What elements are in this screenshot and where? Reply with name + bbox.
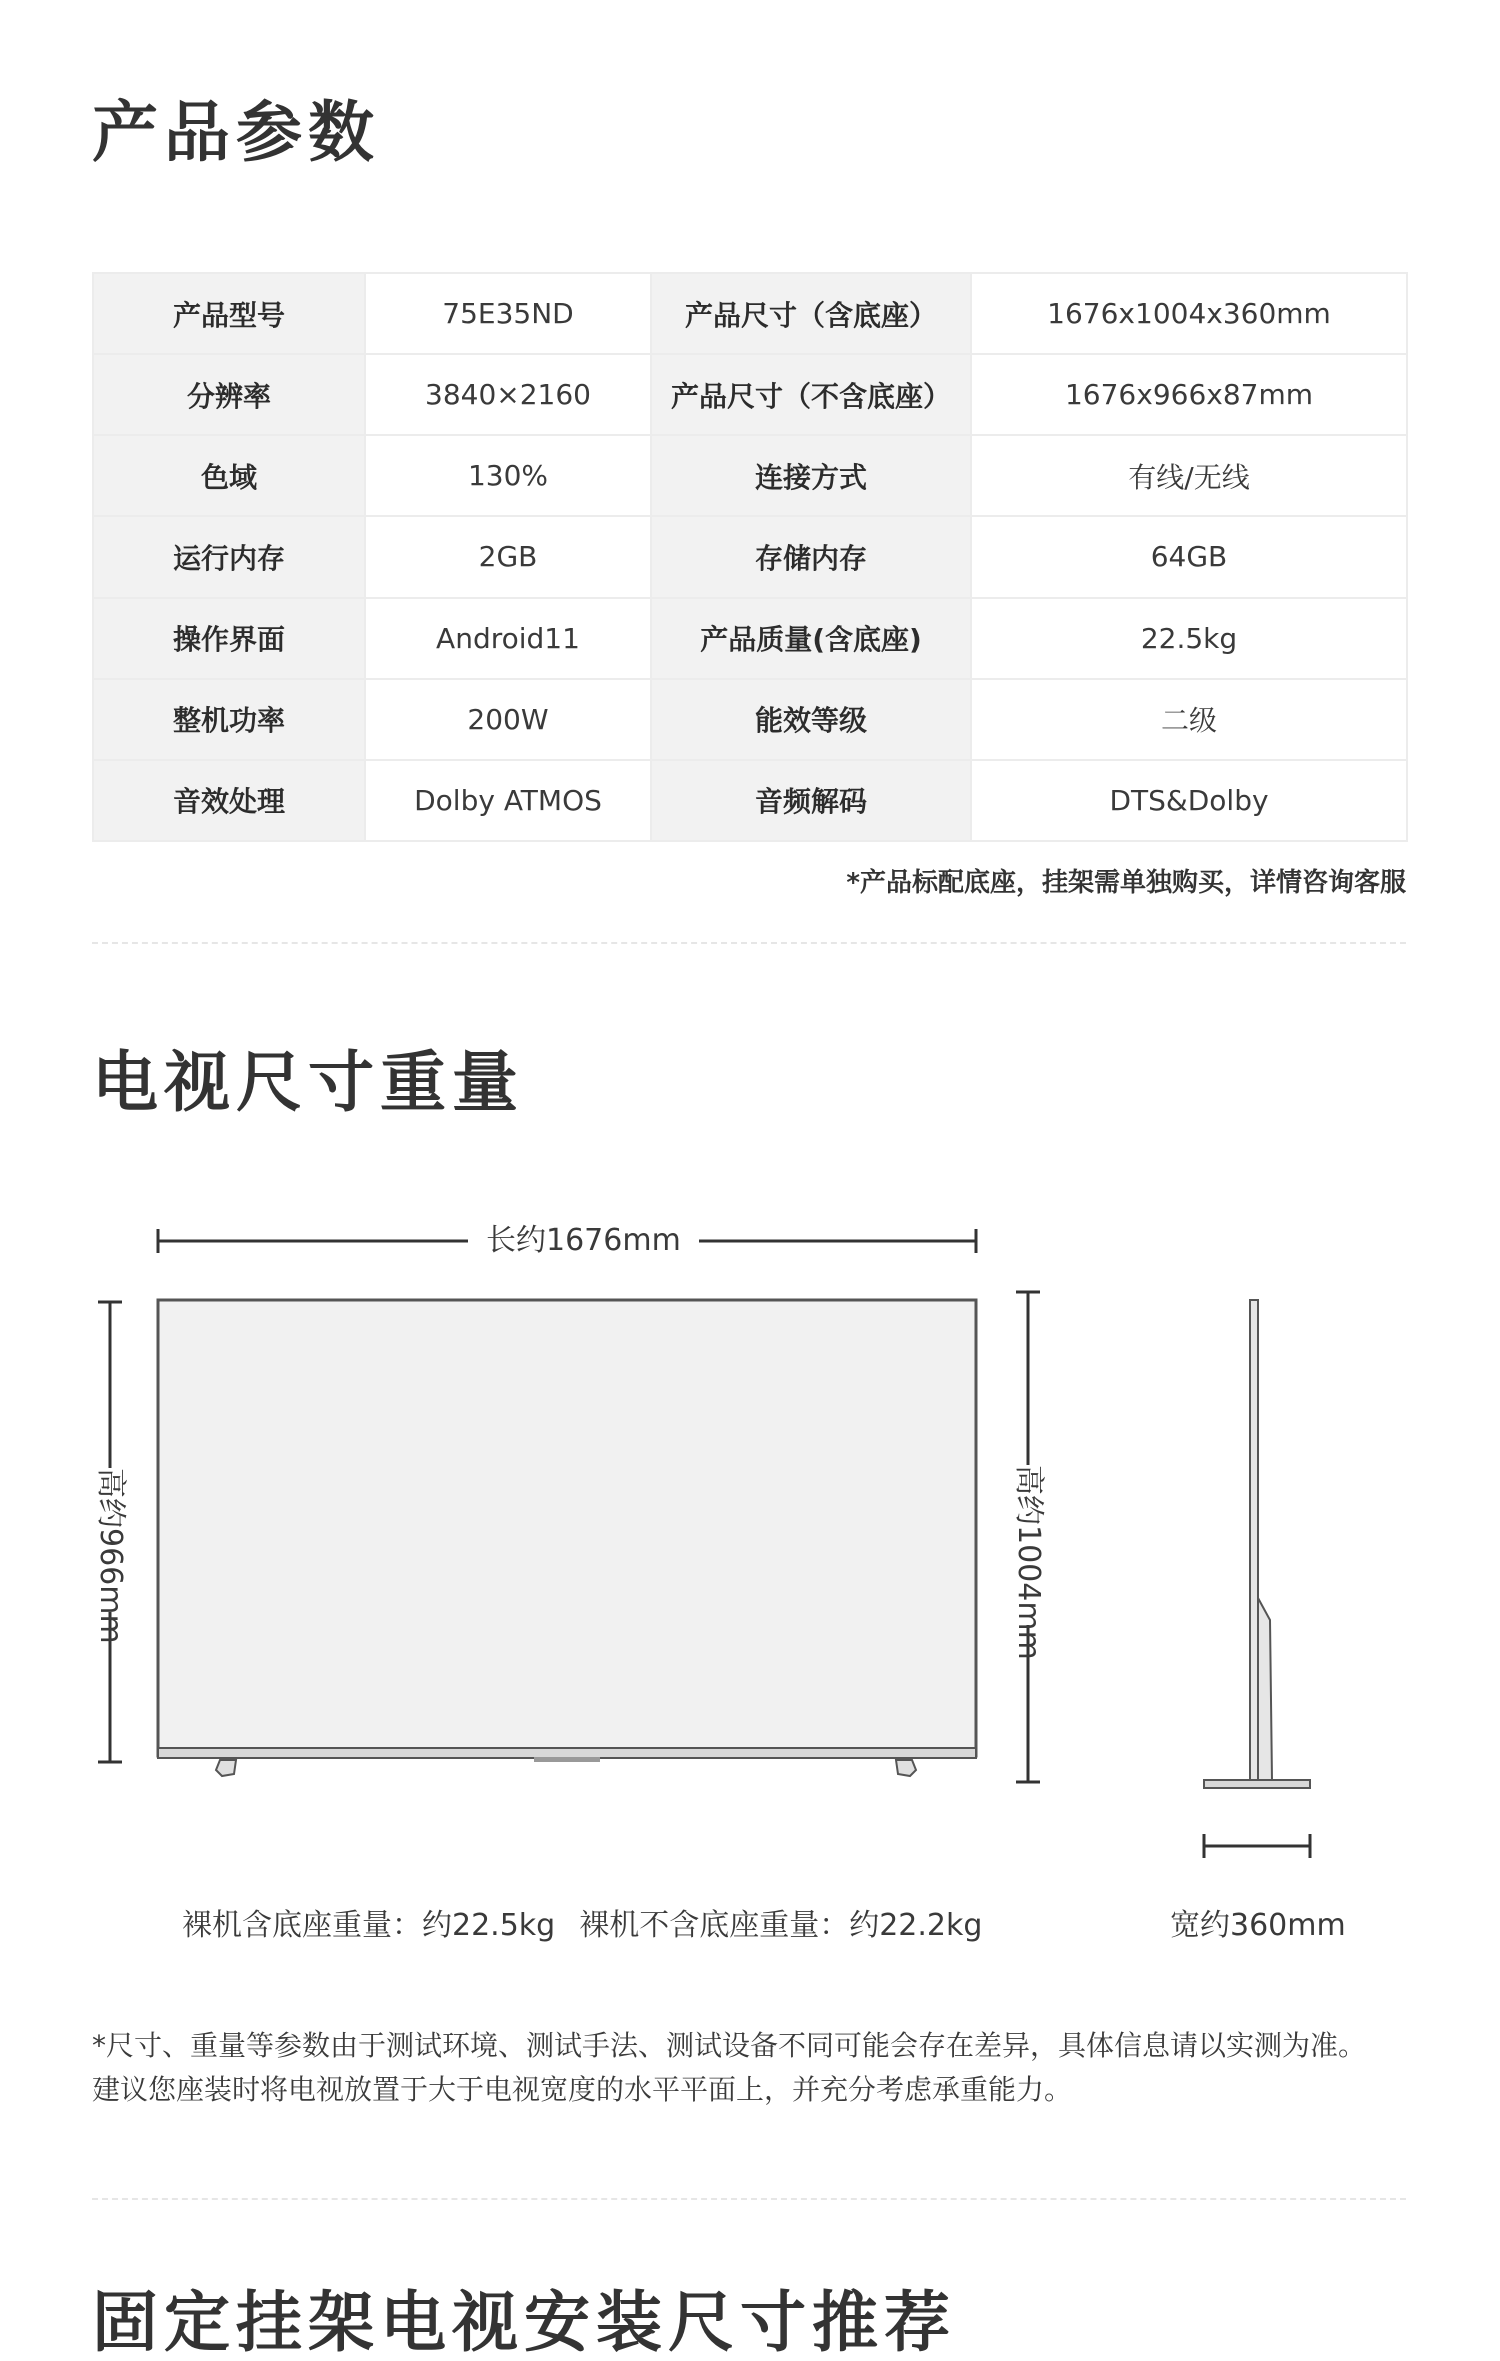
spec-label: 运行内存 bbox=[93, 516, 365, 597]
spec-label: 音频解码 bbox=[651, 760, 971, 841]
spec-value: 3840×2160 bbox=[365, 354, 651, 435]
section-title-size: 电视尺寸重量 bbox=[92, 1044, 524, 1121]
spec-value: 64GB bbox=[971, 516, 1407, 597]
stand-note: *产品标配底座，挂架需单独购买，详情咨询客服 bbox=[846, 868, 1406, 898]
spec-row bbox=[93, 435, 1407, 516]
spec-row bbox=[93, 760, 1407, 841]
spec-value: 1676x1004x360mm bbox=[971, 273, 1407, 354]
spec-value: 130% bbox=[365, 435, 651, 516]
spec-label: 操作界面 bbox=[93, 598, 365, 679]
divider bbox=[92, 2198, 1406, 2200]
spec-value: 2GB bbox=[365, 516, 651, 597]
spec-label: 连接方式 bbox=[651, 435, 971, 516]
spec-label: 能效等级 bbox=[651, 679, 971, 760]
spec-table bbox=[92, 272, 1408, 842]
spec-value: 二级 bbox=[971, 679, 1407, 760]
spec-label: 色域 bbox=[93, 435, 365, 516]
spec-row bbox=[93, 273, 1407, 354]
size-disclaimer bbox=[92, 2024, 1412, 2112]
depth-label: 宽约360mm bbox=[1170, 1908, 1346, 1943]
spec-value: 1676x966x87mm bbox=[971, 354, 1407, 435]
spec-value: Dolby ATMOS bbox=[365, 760, 651, 841]
spec-value: 200W bbox=[365, 679, 651, 760]
spec-label: 产品质量(含底座) bbox=[651, 598, 971, 679]
height-with-stand-label: 高约1004mm bbox=[1005, 1465, 1051, 1625]
spec-row bbox=[93, 679, 1407, 760]
weight-info bbox=[182, 1900, 1006, 1944]
tv-front-illustration bbox=[158, 1300, 976, 1776]
spec-value: 22.5kg bbox=[971, 598, 1407, 679]
tv-side-illustration bbox=[1204, 1300, 1310, 1788]
spec-value: DTS&Dolby bbox=[971, 760, 1407, 841]
disclaimer-line-1: *尺寸、重量等参数由于测试环境、测试手法、测试设备不同可能会存在差异，具体信息请以实测为准。 bbox=[92, 2029, 1367, 2062]
spec-label: 产品尺寸（含底座） bbox=[651, 273, 971, 354]
weight-without-stand: 裸机不含底座重量：约22.2kg bbox=[579, 1908, 983, 1943]
spec-label: 存储内存 bbox=[651, 516, 971, 597]
spec-row bbox=[93, 598, 1407, 679]
height-label: 高约966mm bbox=[87, 1468, 133, 1612]
spec-label: 音效处理 bbox=[93, 760, 365, 841]
divider bbox=[92, 942, 1406, 944]
spec-label: 产品尺寸（不含底座） bbox=[651, 354, 971, 435]
spec-label: 分辨率 bbox=[93, 354, 365, 435]
weight-with-stand: 裸机含底座重量：约22.5kg bbox=[182, 1908, 556, 1943]
spec-label: 产品型号 bbox=[93, 273, 365, 354]
disclaimer-line-2: 建议您座装时将电视放置于大于电视宽度的水平平面上，并充分考虑承重能力。 bbox=[92, 2073, 1073, 2106]
spec-label: 整机功率 bbox=[93, 679, 365, 760]
spec-value: Android11 bbox=[365, 598, 651, 679]
spec-row bbox=[93, 516, 1407, 597]
spec-value: 有线/无线 bbox=[971, 435, 1407, 516]
spec-value: 75E35ND bbox=[365, 273, 651, 354]
spec-row bbox=[93, 354, 1407, 435]
section-title-wall-mount: 固定挂架电视安装尺寸推荐 bbox=[92, 2284, 956, 2361]
width-label: 长约1676mm bbox=[468, 1226, 699, 1256]
section-title-params: 产品参数 bbox=[92, 94, 380, 171]
